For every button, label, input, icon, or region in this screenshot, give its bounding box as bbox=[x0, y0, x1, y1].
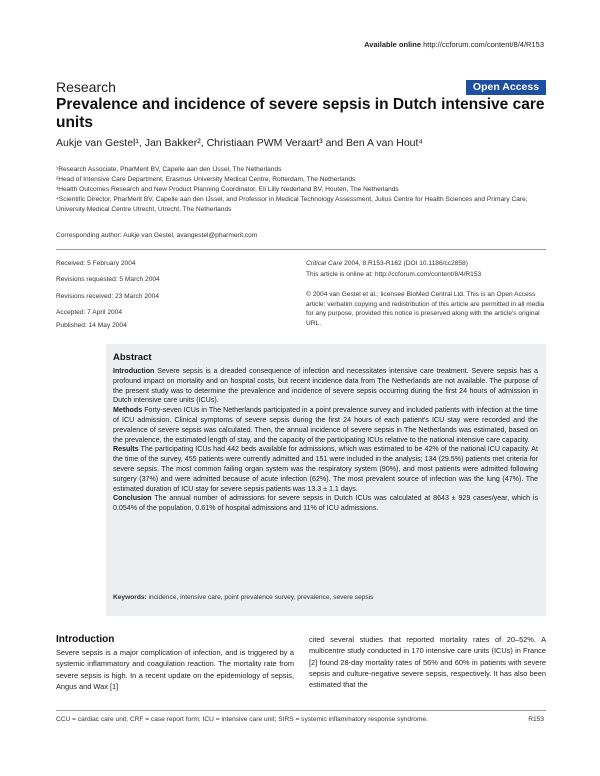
keywords bbox=[113, 594, 538, 601]
abstract-section-label: Conclusion bbox=[113, 494, 152, 503]
copyright-notice: © 2004 van Gestel et al.; licensee BioMed Central Ltd. This is an Open Access article: verbatim copying and redistribution of this article are permitted in all media for any purpose, provided this notice is preserved along with the article's original URL. bbox=[306, 291, 545, 327]
date-accepted: Accepted: 7 April 2004 bbox=[56, 309, 122, 316]
abbreviations-footnote: CCU = cardiac care unit; CRF = case report form; ICU = intensive care unit; SIRS = systemic inflammatory response syndrome. bbox=[56, 716, 428, 723]
abstract-section-label: Results bbox=[113, 445, 139, 454]
keywords-label: Keywords: bbox=[113, 594, 147, 601]
author-list: Aukje van Gestel¹, Jan Bakker², Christiaan PWM Veraart³ and Ben A van Hout⁴ bbox=[56, 137, 423, 149]
abstract-section-text: Forty-seven ICUs in The Netherlands participated in a point prevalence survey and included patients with infection at the time of ICU admission. Clinical symptoms of severe sepsis during the first 24 hours of each patient's ICU stay were recorded and the prevalence of severe sepsis was calculated. Then, the annual incidence of severe sepsis in The Netherlands was estimated, based on the prevalence, the estimated length of stay, and the capacity of the participating ICUs relative to the national intensive care capacity. bbox=[113, 406, 538, 444]
abstract-heading: Abstract bbox=[113, 352, 152, 363]
abstract-introduction bbox=[113, 367, 538, 406]
date-revisions-requested: Revisions requested: 5 March 2004 bbox=[56, 276, 160, 283]
affiliation-1: ¹Research Associate, PharMerit BV, Capelle aan den IJssel, The Netherlands bbox=[56, 166, 282, 173]
article-title: Prevalence and incidence of severe sepsis in Dutch intensive care units bbox=[56, 96, 545, 131]
date-published: Published: 14 May 2004 bbox=[56, 322, 127, 329]
abstract-section-text: The annual number of admissions for severe sepsis in Dutch ICUs was calculated at 8643 ± 929 cases/year, which is 0.054% of the population, 0.61% of hospital admissions and 11% of ICU admissions. bbox=[113, 494, 538, 513]
abstract-conclusion bbox=[113, 494, 538, 514]
footer-divider bbox=[56, 710, 546, 711]
affiliation-3: ³Health Outcomes Research and New Product Planning Coordinator, Eli Lilly Nederland BV, Houten, The Netherlands bbox=[56, 186, 399, 193]
introduction-left-column: Severe sepsis is a major complication of infection, and is triggered by a systemic inflammatory and coagulation reaction. The mortality rate from severe sepsis is high. In a recent update on the epidemiology of sepsis, Angus and Wax [1] bbox=[56, 648, 294, 691]
abstract-section-label: Introduction bbox=[113, 367, 155, 375]
available-url[interactable]: http://ccforum.com/content/8/4/R153 bbox=[423, 40, 544, 49]
citation-line bbox=[306, 259, 546, 269]
affiliation-4: ⁴Scientific Director, PharMerit BV, Capelle aan den IJssel, and Professor in Medical Technology Assessment, Julius Centre for Health Sciences and Primary Care, University Medical Centre Utrecht, Utrecht, The Netherlands bbox=[56, 196, 528, 213]
section-label: Research bbox=[56, 79, 116, 95]
online-url[interactable]: This article is online at: http://ccforum.com/content/8/4/R153 bbox=[306, 271, 482, 278]
date-received: Received: 5 February 2004 bbox=[56, 260, 136, 267]
corresponding-author: Corresponding author: Aukje van Gestel, avangestel@pharmerit.com bbox=[56, 232, 258, 239]
page-number: R153 bbox=[528, 716, 544, 723]
journal-name: Critical Care bbox=[306, 260, 343, 267]
abstract-section-text: Severe sepsis is a dreaded consequence of infection and necessitates intensive care treatment. Severe sepsis has a profound impact on mortality and on hospital costs, but recent incidence data from The Netherlands are not available. The purpose of the present study was to determine the prevalence and incidence of severe sepsis occurring during the first 24 hours of admission in Dutch intensive care units (ICUs). bbox=[113, 367, 538, 405]
date-revisions-received: Revisions received: 23 March 2004 bbox=[56, 293, 159, 300]
availability-line bbox=[364, 40, 544, 49]
introduction-heading: Introduction bbox=[56, 634, 115, 645]
abstract-methods bbox=[113, 406, 538, 445]
abstract-section-label: Methods bbox=[113, 406, 143, 415]
affiliation-2: ²Head of Intensive Care Department, Erasmus University Medical Centre, Rotterdam, The Netherlands bbox=[56, 176, 356, 183]
keywords-list: incidence, intensive care, point prevalence survey, prevalence, severe sepsis bbox=[148, 594, 374, 601]
abstract-section-text: The participating ICUs had 442 beds available for admissions, which was estimated to be 42% of the national ICU capacity. At the time of the survey, 455 patients were currently admitted and 151 were included in the analysis; 134 (29.5%) patients met criteria for severe sepsis. The most common failing organ system was the respiratory system (90%), and most patients were admitted following surgery (37%) and were admitted because of acute infection (62%). The most prevalent source of infection was the lung (47%). The estimated duration of ICU stay for severe sepsis patients was 13.3 ± 1.1 days. bbox=[113, 445, 538, 493]
citation-details: 2004, 8:R153-R162 (DOI 10.1186/cc2858) bbox=[344, 260, 468, 267]
open-access-badge: Open Access bbox=[466, 80, 546, 95]
available-label: Available online bbox=[364, 40, 421, 49]
abstract-results bbox=[113, 445, 538, 494]
introduction-right-column: cited several studies that reported mortality rates of 20–52%. A multicentre study conducted in 170 intensive care units (ICUs) in France [2] found 28-day mortality rates of 56% and 60% in patients with severe sepsis and culture-negative severe sepsis, respectively. It has also been estimated that the bbox=[309, 635, 546, 690]
divider bbox=[56, 249, 546, 250]
abstract-body bbox=[113, 367, 538, 514]
